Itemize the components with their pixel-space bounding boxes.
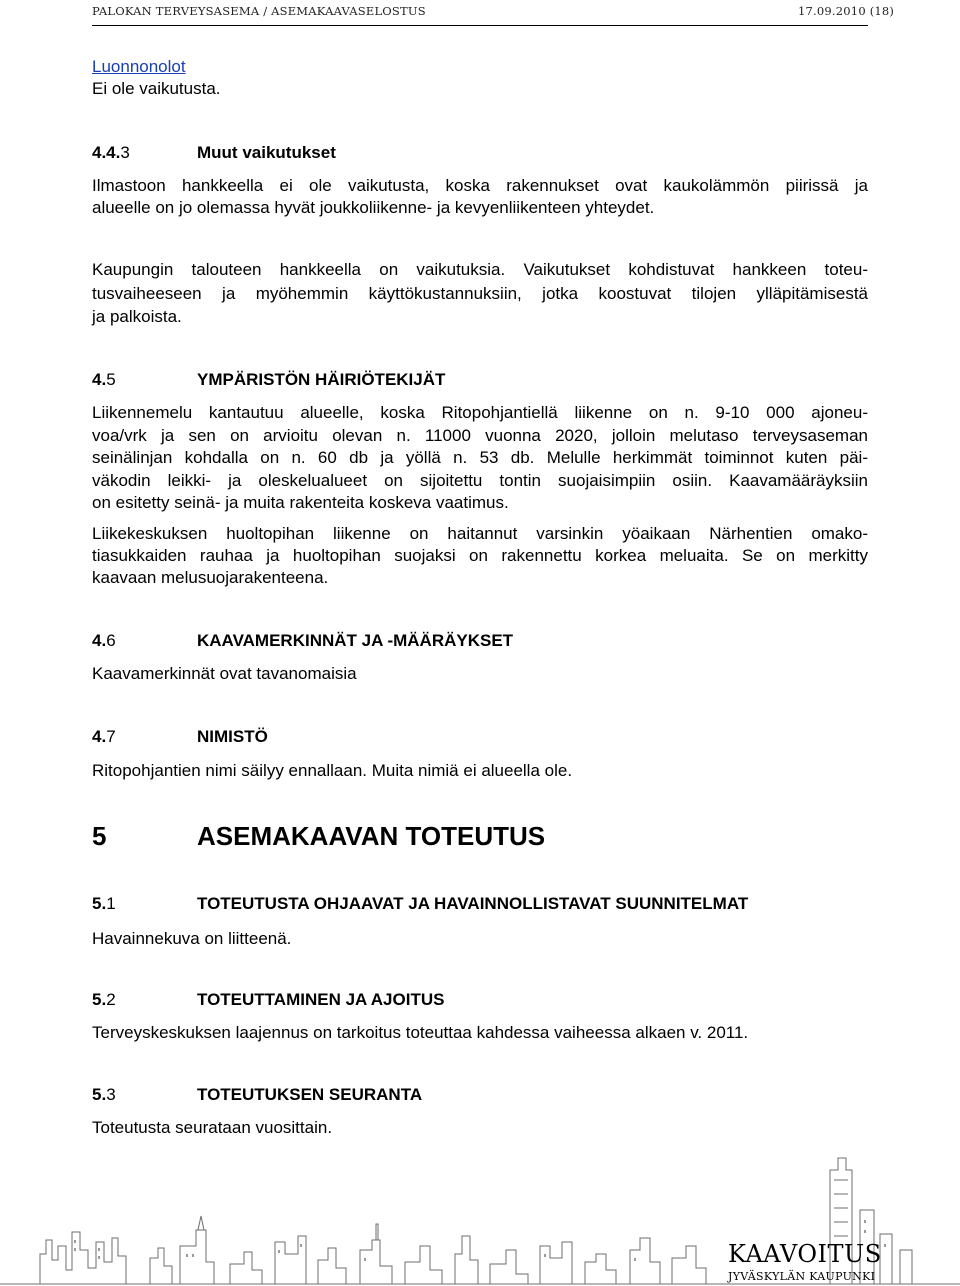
- running-header-date-page: 17.09.2010 (18): [798, 4, 895, 18]
- paragraph-line: Ritopohjantien nimi säilyy ennallaan. Muita nimiä ei alueella ole.: [92, 761, 573, 780]
- chapter-heading-5: 5 ASEMAKAAVAN TOTEUTUS: [92, 821, 546, 851]
- city-name: JYVÄSKYLÄN KAUPUNKI: [728, 1270, 876, 1283]
- section-heading-4-6: 4.6 KAAVAMERKINNÄT JA -MÄÄRÄYKSET: [92, 631, 514, 650]
- paragraph-line: Liikennemelu kantautuu alueelle, koska Ritopohjantiellä liikenne on n. 9-10 000 ajoneu-: [92, 403, 868, 422]
- paragraph-line: ja palkoista.: [92, 307, 182, 326]
- paragraph-line: Havainnekuva on liitteenä.: [92, 929, 292, 948]
- header-rule: [92, 25, 868, 26]
- paragraph-line: Kaupungin talouteen hankkeella on vaikutuksia. Vaikutukset kohdistuvat hankkeen toteu-: [92, 260, 868, 279]
- paragraph-line: kaavaan melusuojarakenteena.: [92, 568, 329, 587]
- paragraph-line: väkodin leikki- ja oleskelualueet on sijoitettu tontin suojaisimpiin osiin. Kaavamääräyksiin: [92, 471, 868, 490]
- section-heading-5-3: 5.3 TOTEUTUKSEN SEURANTA: [92, 1085, 423, 1104]
- section-heading-5-1: 5.1 TOTEUTUSTA OHJAAVAT JA HAVAINNOLLISTAVAT SUUNNITELMAT: [92, 894, 749, 913]
- paragraph-line: tiasukkaiden rauhaa ja huoltopihan suojaksi on rakennettu korkea meluaita. Se on merkitty: [92, 546, 868, 565]
- paragraph-line: alueelle on jo olemassa hyvät joukkoliikenne- ja kevyenliikenteen yhteydet.: [92, 198, 655, 217]
- paragraph-line: tusvaiheeseen ja myöhemmin käyttökustannuksiin, jotka koostuvat tilojen ylläpitämisestä: [92, 284, 868, 303]
- paragraph-line: Terveyskeskuksen laajennus on tarkoitus toteuttaa kahdessa vaiheessa alkaen v. 2011.: [92, 1023, 749, 1042]
- luonnonolot-link[interactable]: Luonnonolot: [92, 57, 186, 76]
- section-heading-4-5: 4.5 YMPÄRISTÖN HÄIRIÖTEKIJÄT: [92, 370, 446, 389]
- paragraph-line: Liikekeskuksen huoltopihan liikenne on haitannut varsinkin yöaikaan Närhentien omako-: [92, 524, 868, 543]
- paragraph-line: on esitetty seinä- ja muita rakenteita koskeva vaatimus.: [92, 493, 509, 512]
- luonnonolot-text: Ei ole vaikutusta.: [92, 79, 221, 98]
- running-header-title: PALOKAN TERVEYSASEMA / ASEMAKAAVASELOSTUS: [92, 4, 426, 18]
- paragraph-line: Toteutusta seurataan vuosittain.: [92, 1118, 333, 1137]
- section-heading-4-7: 4.7 NIMISTÖ: [92, 727, 268, 746]
- section-heading-4-4-3: 4.4.3 Muut vaikutukset: [92, 143, 336, 162]
- paragraph-line: Kaavamerkinnät ovat tavanomaisia: [92, 664, 357, 683]
- paragraph-line: voa/vrk ja sen on arvioitu olevan n. 11000 vuonna 2020, jolloin melutaso terveysaseman: [92, 426, 868, 445]
- kaavoitus-logo: KAAVOITUS: [728, 1240, 882, 1268]
- paragraph-line: seinälinjan kohdalla on n. 60 db ja yöllä n. 53 db. Melulle herkimmät toiminnot kuten päi-: [92, 448, 868, 467]
- paragraph-line: Ilmastoon hankkeella ei ole vaikutusta, koska rakennukset ovat kaukolämmön piirissä ja: [92, 176, 868, 195]
- section-heading-5-2: 5.2 TOTEUTTAMINEN JA AJOITUS: [92, 990, 445, 1009]
